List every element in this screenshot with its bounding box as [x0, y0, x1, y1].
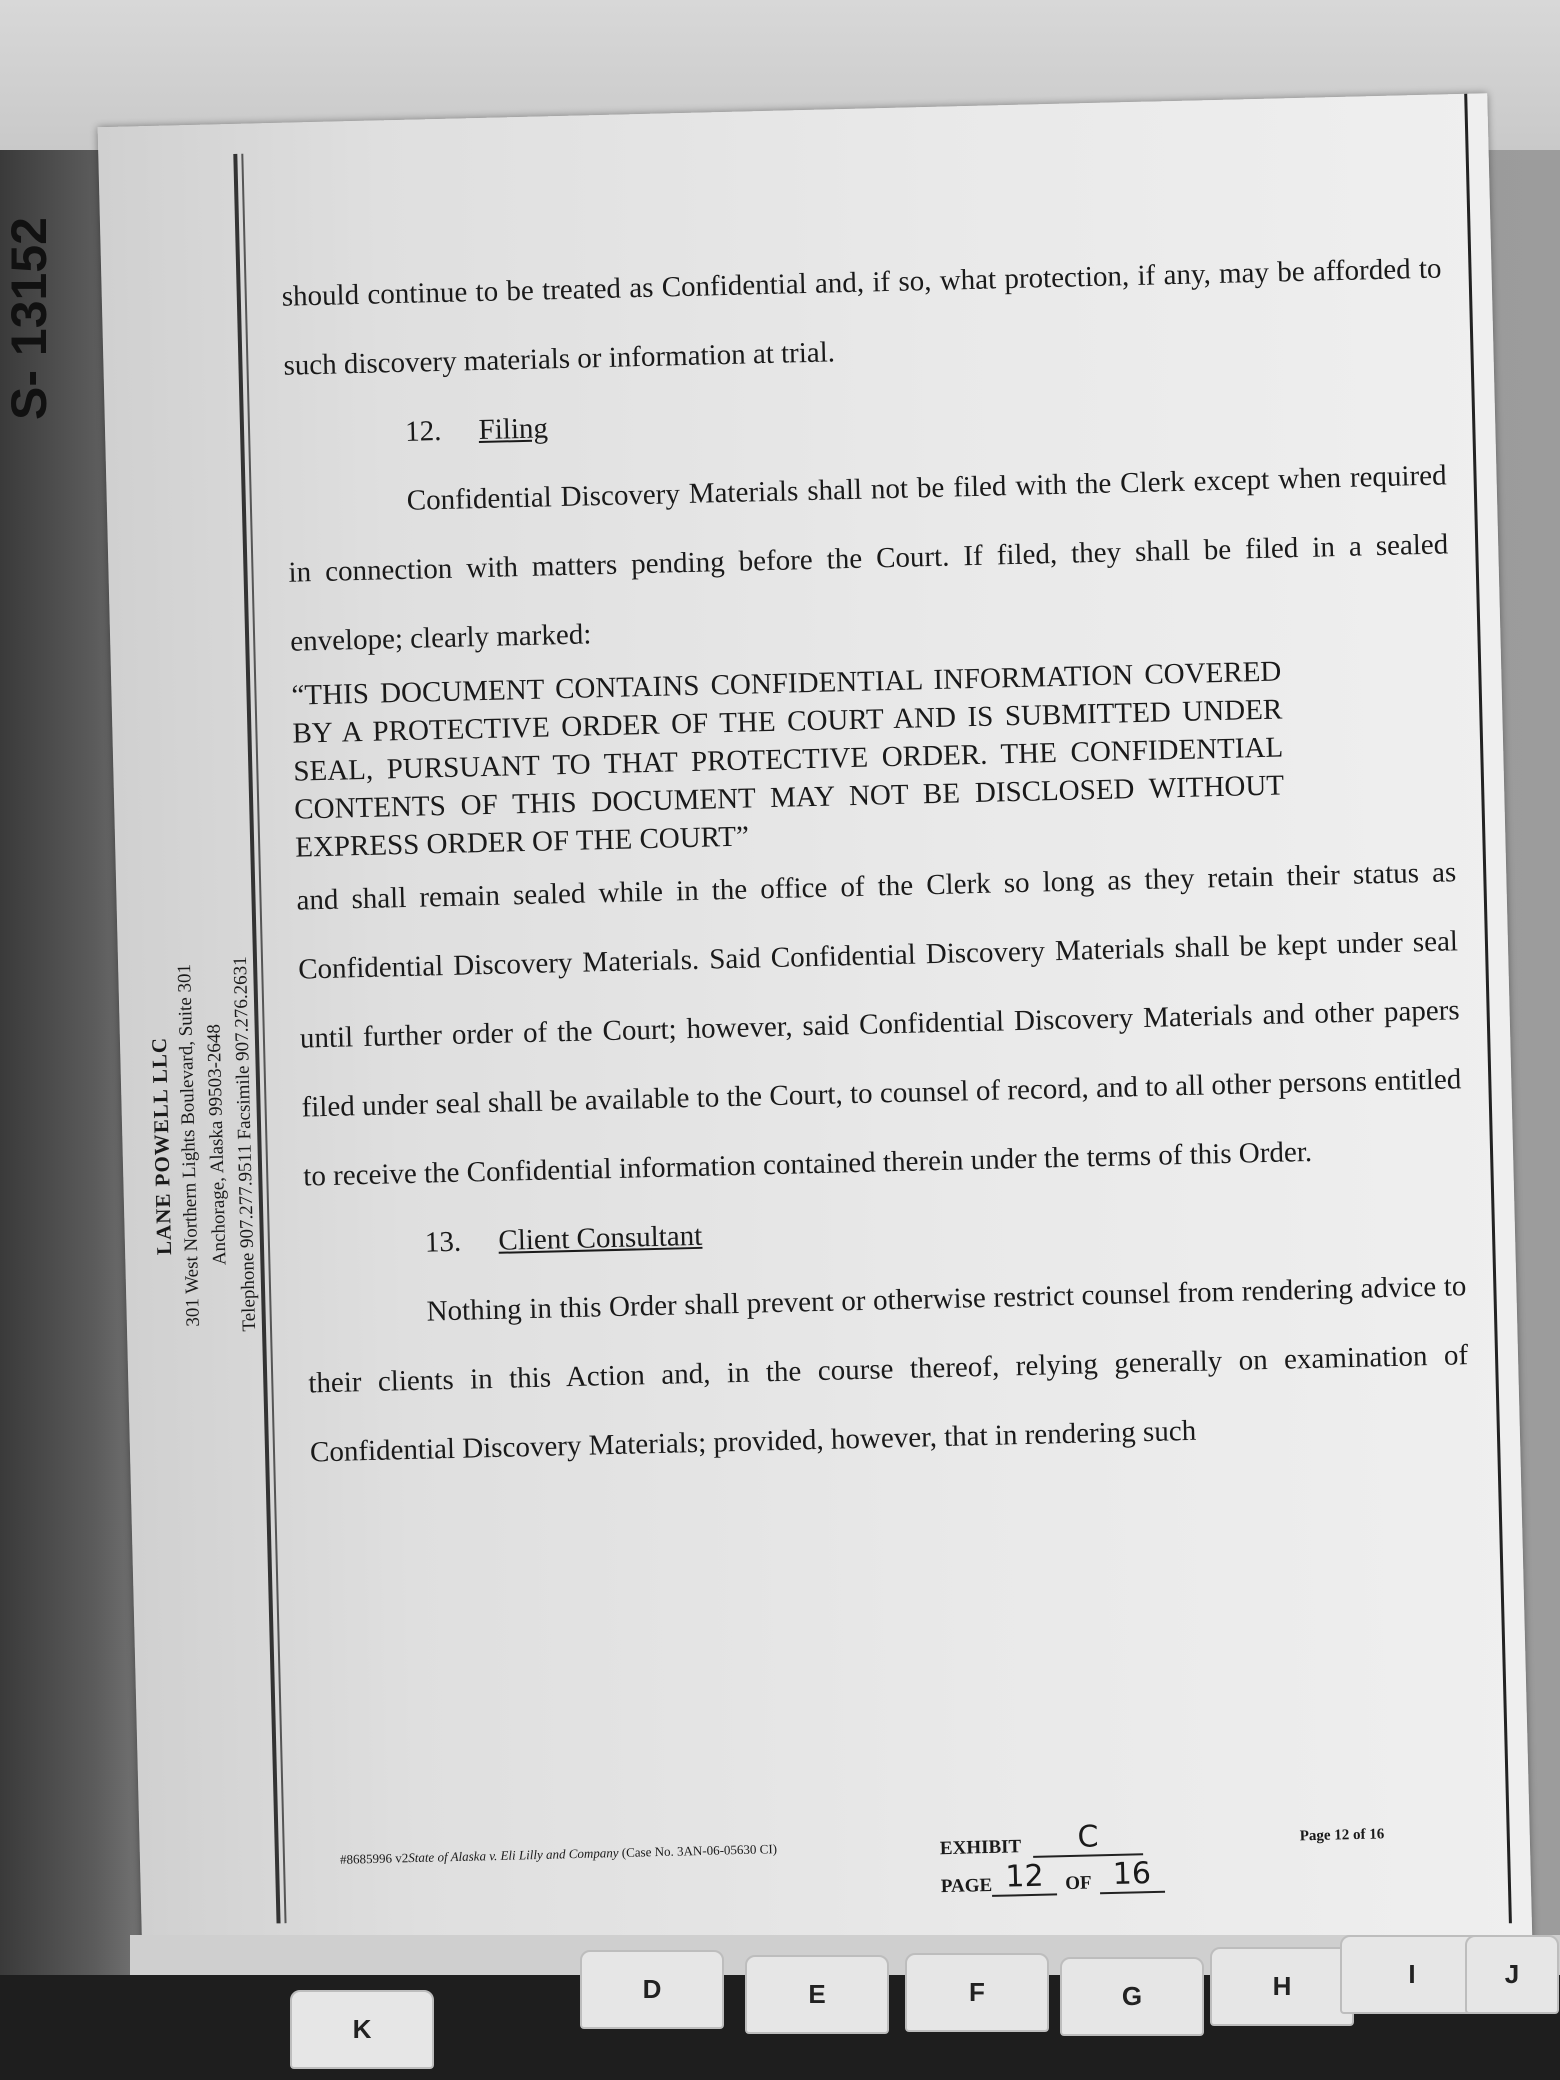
- exhibit-label: EXHIBIT: [939, 1836, 1022, 1860]
- section-number: 12.: [404, 414, 442, 448]
- index-tabs: [0, 1935, 1560, 2080]
- case-number: (Case No. 3AN-06-05630 CI): [618, 1841, 778, 1861]
- firm-phone: Telephone 907.277.9511 Facsimile 907.276.2631: [229, 956, 261, 1332]
- document-body: [281, 234, 1471, 1487]
- confidential-notice-quote: “THIS DOCUMENT CONTAINS CONFIDENTIAL INFORMATION COVERED BY A PROTECTIVE ORDER OF THE COURT AND IS SUBMITTED UNDER SEAL, PURSUANT TO THAT PROTECTIVE ORDER. THE CONFIDENTIAL CONTENTS OF THIS DOCUMENT MAY NOT BE DISCLOSED WITHOUT EXPRESS ORDER OF THE COURT”: [291, 655, 1285, 864]
- tab-f[interactable]: F: [905, 1953, 1049, 2032]
- tab-e[interactable]: E: [745, 1955, 889, 2034]
- tab-g[interactable]: G: [1060, 1957, 1204, 2036]
- binder-label: S- 13152: [1, 217, 57, 420]
- exhibit-page-row: [940, 1854, 1201, 1898]
- section-title: Filing: [478, 412, 549, 447]
- section-number: 13.: [424, 1225, 462, 1259]
- paragraph-continued: should continue to be treated as Confidential and, if so, what protection, if any, may be afforded to such discovery materials or information at trial.: [281, 252, 1442, 382]
- tab-j[interactable]: J: [1465, 1935, 1559, 2014]
- paragraph-client-consultant: Nothing in this Order shall prevent or otherwise restrict counsel from rendering advice to their clients in this Action and, in the course thereof, relying generally on examination of Confidential Discovery Materials; provided, however, that in rendering such: [307, 1270, 1469, 1469]
- tab-d[interactable]: D: [580, 1950, 724, 2029]
- total-handwritten: 16: [1099, 1856, 1165, 1895]
- case-title: State of Alaska v. Eli Lilly and Company: [408, 1845, 619, 1866]
- page-number: Page 12 of 16: [1299, 1826, 1385, 1845]
- of-label: OF: [1064, 1872, 1092, 1895]
- exhibit-handwritten: C: [1033, 1818, 1144, 1858]
- paragraph-sealed: and shall remain sealed while in the office of the Clerk so long as they retain their status as Confidential Discovery Materials. Said Confidential Discovery Materials shall be kept under seal until further order of the Court; however, said Confidential Discovery Materials and other papers filed under seal shall be available to the Court, to counsel of record, and to all other persons entitled to receive the Confidential information contained therein under the terms of this Order.: [296, 856, 1462, 1193]
- doc-id: #8685996 v2: [339, 1850, 409, 1867]
- case-citation: [340, 1841, 777, 1868]
- tab-h[interactable]: H: [1210, 1947, 1354, 2026]
- page-handwritten: 12: [992, 1858, 1058, 1897]
- right-margin-rule: [1464, 94, 1512, 1924]
- section-title: Client Consultant: [498, 1219, 703, 1257]
- letterhead: [141, 863, 285, 1426]
- tab-i[interactable]: I: [1340, 1935, 1484, 2014]
- paragraph-filing: Confidential Discovery Materials shall not be filed with the Clerk except when required in connection with matters pending before the Court. If filed, they shall be filed in a sealed envelope; clearly marked:: [288, 459, 1449, 658]
- document-page: [98, 93, 1533, 1976]
- tab-k[interactable]: K: [290, 1990, 434, 2069]
- page-label: PAGE: [940, 1874, 993, 1898]
- exhibit-row: [939, 1816, 1200, 1860]
- exhibit-stamp: [939, 1816, 1201, 1898]
- firm-address: 301 West Northern Lights Boulevard, Suite 301: [174, 963, 204, 1327]
- firm-city: Anchorage, Alaska 99503-2648: [203, 1023, 231, 1266]
- firm-name: LANE POWELL LLC: [146, 1036, 177, 1256]
